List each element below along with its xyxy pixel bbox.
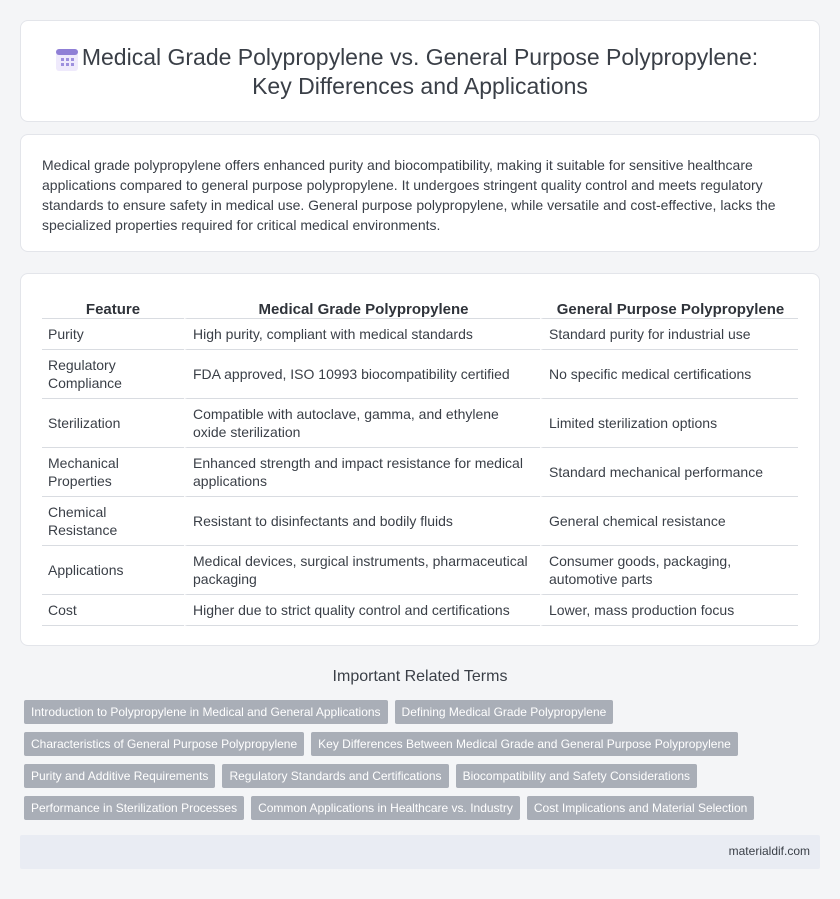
table-row: [42, 448, 798, 497]
table-row: [42, 595, 798, 626]
table-cell: Cost: [42, 595, 184, 626]
tag-row: [24, 700, 820, 724]
table-row: [42, 546, 798, 595]
table-row: [42, 399, 798, 448]
table-cell: Mechanical Properties: [42, 448, 184, 497]
table-cell: Resistant to disinfectants and bodily fluids: [184, 497, 540, 546]
related-term-tag[interactable]: Biocompatibility and Safety Considerations: [456, 764, 697, 788]
table-cell: Standard purity for industrial use: [540, 319, 798, 350]
header-feature: Feature: [42, 297, 184, 319]
related-term-tag[interactable]: Defining Medical Grade Polypropylene: [395, 700, 614, 724]
table-row: [42, 497, 798, 546]
comparison-table-card: [20, 273, 820, 646]
table-cell: Lower, mass production focus: [540, 595, 798, 626]
page-title-line-1: Medical Grade Polypropylene vs. General Purpose Polypropylene:: [81, 44, 759, 70]
tag-row: [24, 732, 820, 756]
table-cell: Enhanced strength and impact resistance for medical applications: [184, 448, 540, 497]
table-cell: FDA approved, ISO 10993 biocompatibility certified: [184, 350, 540, 399]
table-cell: Sterilization: [42, 399, 184, 448]
table-cell: Regulatory Compliance: [42, 350, 184, 399]
table-cell: Medical devices, surgical instruments, pharmaceutical packaging: [184, 546, 540, 595]
related-term-tag[interactable]: Regulatory Standards and Certifications: [222, 764, 448, 788]
related-term-tag[interactable]: Cost Implications and Material Selection: [527, 796, 754, 820]
comparison-table: [42, 297, 798, 626]
related-term-tag[interactable]: Introduction to Polypropylene in Medical and General Applications: [24, 700, 388, 724]
table-cell: Purity: [42, 319, 184, 350]
intro-paragraph: Medical grade polypropylene offers enhanced purity and biocompatibility, making it suitable for sensitive healthcare applications compared to general purpose polypropylene. It undergoes stringent quality control and meets regulatory standards to ensure safety in medical use. General purpose polypropylene, while versatile and cost-effective, lacks the specialized properties required for critical medical environments.: [42, 157, 776, 233]
related-term-tag[interactable]: Key Differences Between Medical Grade and General Purpose Polypropylene: [311, 732, 738, 756]
tag-row: [24, 796, 820, 820]
tag-row: [24, 764, 820, 788]
table-cell: Limited sterilization options: [540, 399, 798, 448]
related-term-tag[interactable]: Characteristics of General Purpose Polypropylene: [24, 732, 304, 756]
related-terms-title: Important Related Terms: [332, 668, 508, 685]
related-term-tag[interactable]: Performance in Sterilization Processes: [24, 796, 244, 820]
table-row: [42, 319, 798, 350]
page-title: [21, 43, 819, 101]
table-row: [42, 350, 798, 399]
footer: [20, 835, 820, 869]
title-card: [20, 20, 820, 122]
related-term-tag[interactable]: Common Applications in Healthcare vs. Industry: [251, 796, 520, 820]
header-general-purpose: General Purpose Polypropylene: [540, 297, 798, 319]
header-medical-grade: Medical Grade Polypropylene: [184, 297, 540, 319]
related-terms-list: [24, 700, 820, 828]
intro-card: [20, 134, 820, 252]
table-cell: Applications: [42, 546, 184, 595]
table-header-row: [42, 297, 798, 319]
table-cell: Standard mechanical performance: [540, 448, 798, 497]
table-cell: Compatible with autoclave, gamma, and ethylene oxide sterilization: [184, 399, 540, 448]
table-cell: General chemical resistance: [540, 497, 798, 546]
table-cell: High purity, compliant with medical standards: [184, 319, 540, 350]
table-cell: Higher due to strict quality control and certifications: [184, 595, 540, 626]
table-cell: Chemical Resistance: [42, 497, 184, 546]
table-cell: Consumer goods, packaging, automotive parts: [540, 546, 798, 595]
related-term-tag[interactable]: Purity and Additive Requirements: [24, 764, 215, 788]
table-cell: No specific medical certifications: [540, 350, 798, 399]
footer-site-link[interactable]: materialdif.com: [728, 844, 810, 858]
page-title-line-2: Key Differences and Applications: [252, 73, 588, 99]
